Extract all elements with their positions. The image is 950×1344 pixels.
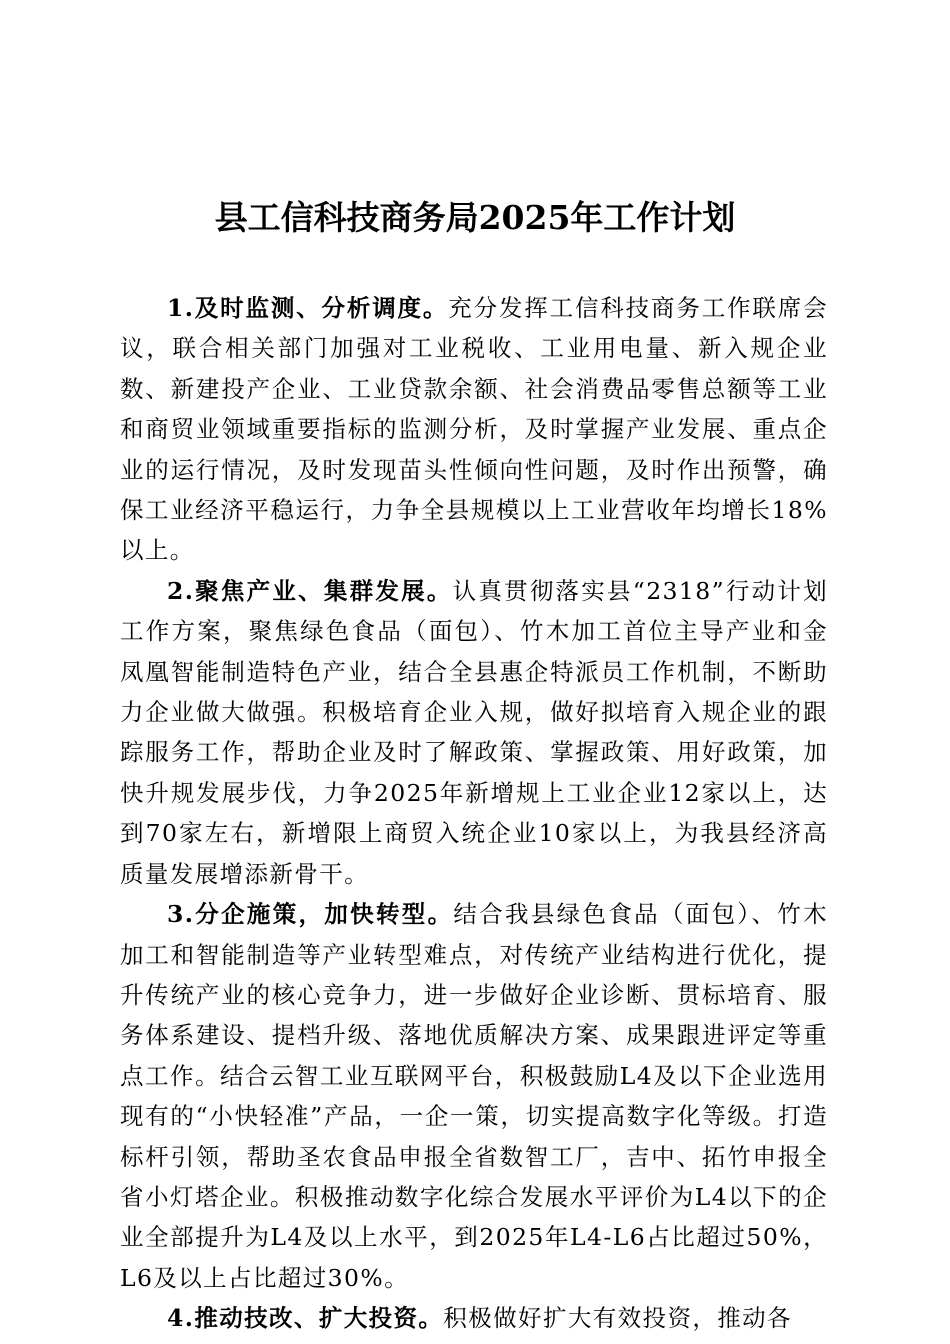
paragraph-3-text: 结合我县绿色食品（面包）、竹木加工和智能制造等产业转型难点，对传统产业结构进行优化，提升传统产业的核心竞争力，进一步做好企业诊断、贯标培育、服务体系建设、提档升级、落地优质解决方案、成果跟进评定等重点工作。结合云智工业互联网平台，积极鼓励L4及以下企业选用现有的“小快轻准”产品，一企一策，切实提高数字化等级。打造标杆引领，帮助圣农食品申报全省数智工厂，吉中、拓竹申报全省小灯塔企业。积极推动数字化综合发展水平评价为L4以下的企业全部提升为L4及以上水平，到2025年L4-L6占比超过50%，L6及以上占比超过30%。 [120, 900, 828, 1292]
paragraph-4-heading: 4.推动技改、扩大投资。 [167, 1304, 444, 1333]
document-body [120, 288, 828, 1339]
paragraph-4 [120, 1298, 828, 1338]
document-title: 县工信科技商务局2025年工作计划 [214, 198, 736, 237]
paragraph-3-heading: 3.分企施策，加快转型。 [167, 900, 454, 929]
paragraph-1-heading: 1.及时监测、分析调度。 [167, 294, 449, 322]
paragraph-2 [120, 571, 828, 894]
paragraph-4-text: 积极做好扩大有效投资，推动各 [443, 1304, 792, 1333]
paragraph-2-text: 认真贯彻落实县“2318”行动计划工作方案，聚焦绿色食品（面包）、竹木加工首位主导产业和金凤凰智能制造特色产业，结合全县惠企特派员工作机制，不断助力企业做大做强。积极培育企业入规，做好拟培育入规企业的跟踪服务工作，帮助企业及时了解政策、掌握政策、用好政策，加快升规发展步伐，力争2025年新增规上工业企业12家以上，达到70家左右，新增限上商贸入统企业10家以上，为我县经济高质量发展增添新骨干。 [120, 576, 828, 888]
paragraph-3 [120, 894, 828, 1298]
paragraph-2-heading: 2.聚焦产业、集群发展。 [167, 576, 453, 605]
paragraph-1-text: 充分发挥工信科技商务工作联席会议，联合相关部门加强对工业税收、工业用电量、新入规企业数、新建投产企业、工业贷款余额、社会消费品零售总额等工业和商贸业领域重要指标的监测分析，及时掌握产业发展、重点企业的运行情况，及时发现苗头性倾向性问题，及时作出预警，确保工业经济平稳运行，力争全县规模以上工业营收年均增长18%以上。 [120, 294, 828, 565]
paragraph-1 [120, 288, 828, 571]
